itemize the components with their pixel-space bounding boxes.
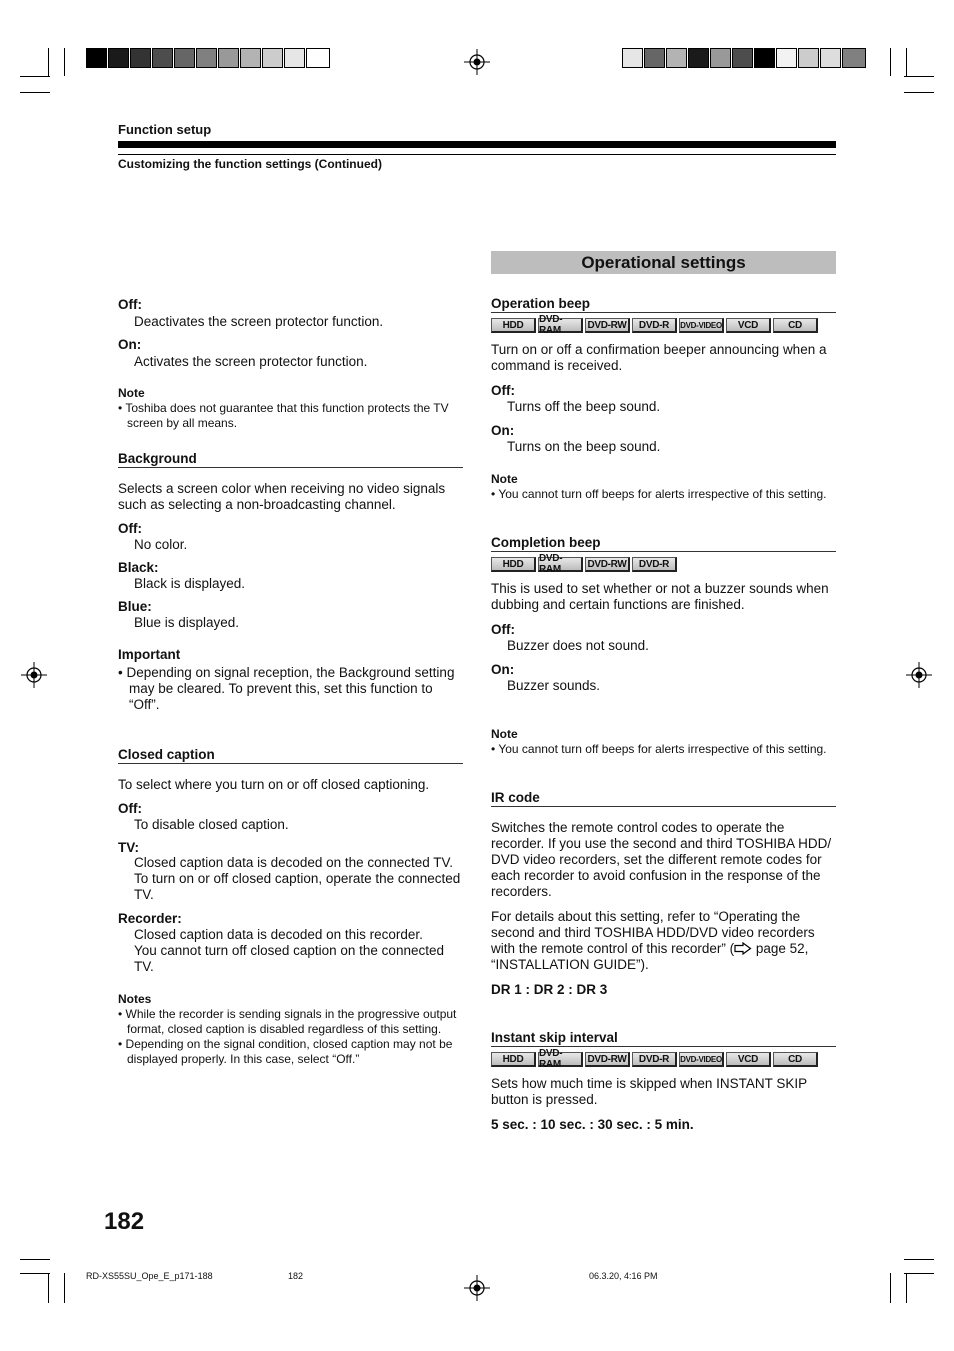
instant-skip-options: 5 sec. : 10 sec. : 30 sec. : 5 min. xyxy=(491,1117,694,1132)
crop-mark xyxy=(904,1259,934,1260)
protector-off-desc: Deactivates the screen protector function. xyxy=(134,314,384,329)
media-badge: DVD-R xyxy=(632,1052,677,1067)
background-intro: Selects a screen color when receiving no video signals such as selecting a non-broadcasting channel. xyxy=(118,481,446,512)
background-blue-label: Blue: xyxy=(118,599,152,614)
media-badge: DVD-VIDEO xyxy=(679,1052,724,1067)
footer-date: 06.3.20, 4:16 PM xyxy=(589,1271,658,1281)
op-beep-on-label: On: xyxy=(491,423,515,438)
crop-mark xyxy=(20,1273,50,1274)
comp-beep-on-desc: Buzzer sounds. xyxy=(507,678,601,693)
crop-mark xyxy=(890,48,891,76)
background-black-label: Black: xyxy=(118,560,159,575)
cc-tv-label: TV: xyxy=(118,840,140,855)
completion-beep-intro: This is used to set whether or not a buzzer sounds when dubbing and certain functions are finished. xyxy=(491,581,829,612)
media-badge: DVD-RW xyxy=(585,318,630,333)
background-heading: Background xyxy=(118,451,463,468)
header-thick-rule xyxy=(118,141,836,148)
cc-note-1: • While the recorder is sending signals in the progressive output format, closed caption is disabled regardless of this setting. xyxy=(118,1007,457,1036)
comp-beep-note-heading: Note xyxy=(491,727,518,741)
operation-beep-intro: Turn on or off a confirmation beeper announcing when a command is received. xyxy=(491,342,827,373)
media-badge: DVD-RAM xyxy=(538,1052,583,1067)
protector-note-item: • Toshiba does not guarantee that this function protects the TV screen by all means. xyxy=(118,401,449,430)
crop-mark xyxy=(906,1273,907,1303)
comp-beep-on-label: On: xyxy=(491,662,515,677)
media-badge: DVD-RAM xyxy=(538,557,583,572)
completion-beep-media-badges xyxy=(491,553,836,575)
important-item: • Depending on signal reception, the Background setting may be cleared. To prevent this, set this function to “Off”. xyxy=(118,665,455,712)
op-beep-note-heading: Note xyxy=(491,472,518,486)
crop-mark xyxy=(64,48,65,76)
crop-mark xyxy=(20,92,50,93)
comp-beep-note-item: • You cannot turn off beeps for alerts irrespective of this setting. xyxy=(491,742,827,756)
cc-recorder-desc2: You cannot turn off closed caption on the connected TV. xyxy=(134,943,444,974)
op-beep-on-desc: Turns on the beep sound. xyxy=(507,439,661,454)
registration-mark-icon xyxy=(464,49,490,75)
ir-code-intro: Switches the remote control codes to operate the recorder. If you use the second and third TOSHIBA HDD/ DVD video recorders, set the different remote codes for each recorder to avoid confusion in the response of the recorders. xyxy=(491,820,832,899)
registration-mark-icon xyxy=(464,1275,490,1301)
ir-code-details-start: For details about this setting, refer to “Operating the second and third TOSHIBA HDD/DVD video recorders with the remote control of this recorder” ( xyxy=(491,909,815,956)
comp-beep-off-label: Off: xyxy=(491,622,515,637)
header-thin-rule xyxy=(118,154,836,155)
page-header-subtitle: Customizing the function settings (Continued) xyxy=(118,157,382,171)
media-badge: VCD xyxy=(726,1052,771,1067)
media-badge: HDD xyxy=(491,557,536,572)
ir-code-options: DR 1 : DR 2 : DR 3 xyxy=(491,982,608,997)
closed-caption-heading: Closed caption xyxy=(118,747,463,764)
right-column xyxy=(491,296,836,1132)
crop-mark xyxy=(904,76,934,77)
crop-mark xyxy=(64,1273,65,1303)
media-badge: HDD xyxy=(491,1052,536,1067)
crop-mark xyxy=(904,1273,934,1274)
protector-off-label: Off: xyxy=(118,297,142,312)
op-beep-note-item: • You cannot turn off beeps for alerts irrespective of this setting. xyxy=(491,487,827,501)
media-badge: DVD-R xyxy=(632,557,677,572)
crop-mark xyxy=(904,92,934,93)
media-badge: DVD-RW xyxy=(585,1052,630,1067)
crop-mark xyxy=(906,48,907,76)
crop-mark xyxy=(48,1273,49,1303)
protector-on-desc: Activates the screen protector function. xyxy=(134,354,368,369)
background-blue-desc: Blue is displayed. xyxy=(134,615,240,630)
completion-beep-heading: Completion beep xyxy=(491,535,836,552)
op-beep-off-label: Off: xyxy=(491,383,515,398)
media-badge: CD xyxy=(773,1052,818,1067)
page-number: 182 xyxy=(104,1208,145,1235)
background-off-desc: No color. xyxy=(134,537,188,552)
media-badge: VCD xyxy=(726,318,771,333)
closed-caption-intro: To select where you turn on or off closed captioning. xyxy=(118,777,430,792)
ir-code-details-end: page 52, “INSTALLATION GUIDE”). xyxy=(491,941,809,972)
media-badge: CD xyxy=(773,318,818,333)
operational-settings-bar: Operational settings xyxy=(491,251,836,274)
ir-code-details xyxy=(491,909,836,973)
media-badge: DVD-VIDEO xyxy=(679,318,724,333)
crop-mark xyxy=(20,1259,50,1260)
instant-skip-media-badges xyxy=(491,1048,836,1070)
registration-mark-icon xyxy=(906,662,932,688)
background-off-label: Off: xyxy=(118,521,142,536)
comp-beep-off-desc: Buzzer does not sound. xyxy=(507,638,649,653)
cc-recorder-desc1: Closed caption data is decoded on this recorder. xyxy=(134,927,423,942)
cc-tv-desc: Closed caption data is decoded on the connected TV. To turn on or off closed caption, operate the connected TV. xyxy=(134,855,461,902)
registration-mark-icon xyxy=(21,662,47,688)
operation-beep-media-badges xyxy=(491,314,836,336)
media-badge: DVD-RAM xyxy=(538,318,583,333)
cc-note-2: • Depending on the signal condition, closed caption may not be displayed properly. In this case, select “Off.” xyxy=(118,1037,453,1066)
page-reference-arrow-icon xyxy=(734,942,752,955)
cc-recorder-label: Recorder: xyxy=(118,911,182,926)
crop-mark xyxy=(20,76,50,77)
page-header-title: Function setup xyxy=(118,122,212,137)
instant-skip-heading: Instant skip interval xyxy=(491,1030,836,1047)
cc-off-desc: To disable closed caption. xyxy=(134,817,289,832)
operation-beep-heading: Operation beep xyxy=(491,296,836,313)
protector-on-label: On: xyxy=(118,337,142,352)
crop-mark xyxy=(48,48,49,76)
cc-notes-heading: Notes xyxy=(118,992,152,1006)
crop-mark xyxy=(890,1273,891,1303)
media-badge: DVD-R xyxy=(632,318,677,333)
instant-skip-intro: Sets how much time is skipped when INSTANT SKIP button is pressed. xyxy=(491,1076,807,1107)
left-column xyxy=(118,297,463,1067)
footer-page: 182 xyxy=(288,1271,304,1281)
footer-file: RD-XS55SU_Ope_E_p171-188 xyxy=(86,1271,213,1281)
protector-note-heading: Note xyxy=(118,386,145,400)
ir-code-heading: IR code xyxy=(491,790,836,807)
important-heading: Important xyxy=(118,647,181,662)
media-badge: HDD xyxy=(491,318,536,333)
cc-off-label: Off: xyxy=(118,801,142,816)
media-badge: DVD-RW xyxy=(585,557,630,572)
op-beep-off-desc: Turns off the beep sound. xyxy=(507,399,661,414)
background-black-desc: Black is displayed. xyxy=(134,576,246,591)
